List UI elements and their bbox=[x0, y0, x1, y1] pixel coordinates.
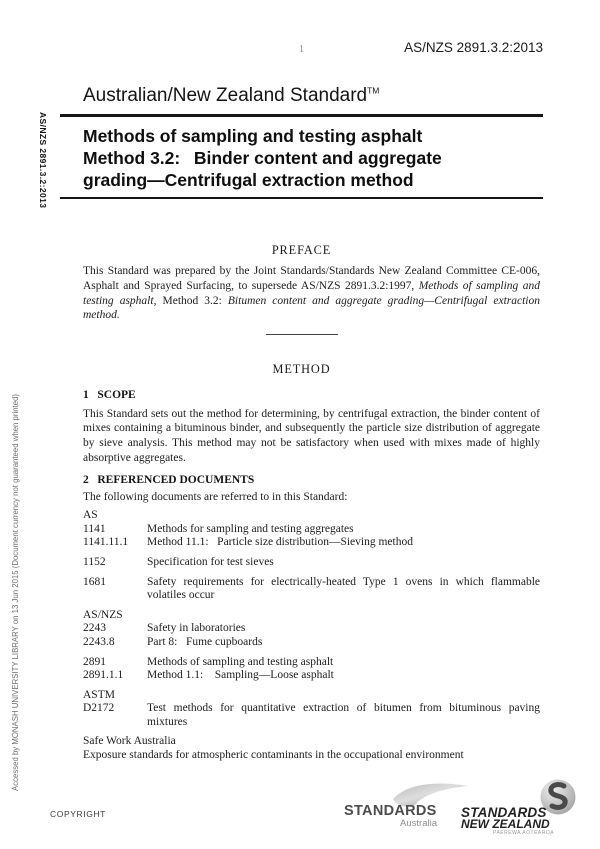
standards-australia-logo bbox=[344, 781, 468, 831]
copyright-label: COPYRIGHT bbox=[50, 809, 106, 819]
document-desc: Methods of sampling and testing asphalt bbox=[147, 655, 334, 668]
document-row bbox=[83, 656, 540, 670]
document-id: 1681 bbox=[83, 575, 106, 588]
preface-paragraph bbox=[83, 264, 540, 322]
standards-nz-wordmark-line1: STANDARDS bbox=[461, 805, 547, 820]
document-id: AS bbox=[83, 509, 98, 522]
document-desc: Methods for sampling and testing aggregates bbox=[147, 522, 354, 535]
references-intro: The following documents are referred to in this Standard: bbox=[83, 491, 348, 504]
document-desc: Safety requirements for electrically-heated Type 1 ovens in which flammable volatiles occur bbox=[147, 575, 540, 602]
doc-title-line: grading—Centrifugal extraction method bbox=[83, 170, 414, 191]
method-title: METHOD bbox=[272, 361, 331, 376]
doc-title bbox=[83, 125, 543, 192]
preface-divider bbox=[266, 334, 338, 335]
document-id: ASTM bbox=[83, 688, 115, 701]
document-id: 2243.8 bbox=[83, 635, 115, 648]
spine-access-note: Accessed by MONASH UNIVERSITY LIBRARY on 13 Jun 2015 (Document currency not guaranteed when printed) bbox=[11, 394, 20, 791]
document-list bbox=[83, 509, 540, 763]
doc-title-line: Method 3.2: Binder content and aggregate bbox=[83, 148, 442, 168]
standards-australia-region: Australia bbox=[400, 818, 437, 829]
preface-segment-italic: Bitumen content and aggregate grading—Centrifugal extraction method. bbox=[83, 294, 540, 322]
document-id: 1152 bbox=[83, 555, 106, 568]
document-id: 2891 bbox=[83, 655, 106, 668]
preface-title: PREFACE bbox=[271, 243, 332, 258]
document-row bbox=[83, 609, 540, 623]
document-id: 1141 bbox=[83, 522, 106, 535]
series-title bbox=[83, 85, 543, 107]
header-doc-code: AS/NZS 2891.3.2:2013 bbox=[404, 40, 543, 55]
reference-extra-line: Safe Work Australia bbox=[83, 735, 176, 748]
document-desc: Test methods for quantitative extraction of bitumen from bituminous paving mixtures bbox=[147, 702, 540, 728]
document-desc: Method 11.1: Particle size distribution—Sieving method bbox=[147, 536, 413, 549]
document-row bbox=[83, 622, 540, 636]
document-desc: Part 8: Fume cupboards bbox=[147, 635, 263, 648]
document-desc: Safety in laboratories bbox=[147, 622, 246, 635]
document-row bbox=[83, 536, 540, 550]
doc-title-line: Methods of sampling and testing asphalt bbox=[83, 125, 423, 146]
standards-nz-maori-name: PAEREWA AOTEAROA bbox=[493, 830, 555, 836]
reference-extra-line: Exposure standards for atmospheric contaminants in the occupational environment bbox=[83, 749, 464, 762]
spine-standard-code: AS/NZS 2891.3.2:2013 bbox=[38, 112, 48, 209]
document-id: 2243 bbox=[83, 622, 106, 635]
scope-heading: 1 SCOPE bbox=[83, 388, 136, 401]
document-row bbox=[83, 556, 540, 570]
document-desc bbox=[147, 509, 540, 523]
title-rule-top bbox=[60, 114, 543, 117]
preface-segment: , Method 3.2: bbox=[153, 294, 228, 307]
document-row bbox=[83, 702, 540, 729]
title-rule-bottom bbox=[60, 197, 543, 200]
document-desc bbox=[147, 689, 540, 703]
document-desc bbox=[147, 609, 540, 623]
page-number: 1 bbox=[299, 44, 304, 55]
document-id: AS/NZS bbox=[83, 608, 123, 621]
document-row bbox=[83, 509, 540, 523]
document-id: 1141.11.1 bbox=[83, 536, 129, 549]
document-row bbox=[83, 636, 540, 650]
document-id: D2172 bbox=[83, 702, 115, 715]
references-heading: 2 REFERENCED DOCUMENTS bbox=[83, 474, 255, 487]
document-row bbox=[83, 669, 540, 683]
document-row bbox=[83, 523, 540, 537]
series-title-text: Australian/New Zealand Standard bbox=[83, 85, 368, 106]
preface-segment: This Standard was prepared by the Joint Standards/Standards New Zealand Committee CE-006, Asphalt and Sprayed Surfacing, to supersede AS/NZS 2891.3.2:1997, bbox=[83, 265, 540, 292]
content-column bbox=[60, 85, 543, 763]
document-id: 2891.1.1 bbox=[83, 669, 124, 682]
trademark-superscript: TM bbox=[367, 85, 380, 96]
preface-segment-italic: Methods of sampling and testing asphalt bbox=[83, 280, 540, 307]
standards-new-zealand-logo bbox=[461, 778, 581, 838]
standards-nz-wordmark-line2: NEW ZEALAND bbox=[461, 817, 550, 831]
document-row bbox=[83, 576, 540, 603]
scope-paragraph: This Standard sets out the method for determining, by centrifugal extraction, the binder content of mixes containing a bituminous binder, and subsequently the particle size distribution of aggregate by sieve analysis. This method may not be satisfactory when used with mixes made of highly absorptive aggregates. bbox=[83, 407, 540, 464]
standards-australia-wordmark: STANDARDS bbox=[344, 803, 437, 819]
document-desc: Specification for test sieves bbox=[147, 555, 274, 568]
document-row bbox=[83, 689, 540, 703]
document-desc: Method 1.1: Sampling—Loose asphalt bbox=[147, 669, 334, 682]
